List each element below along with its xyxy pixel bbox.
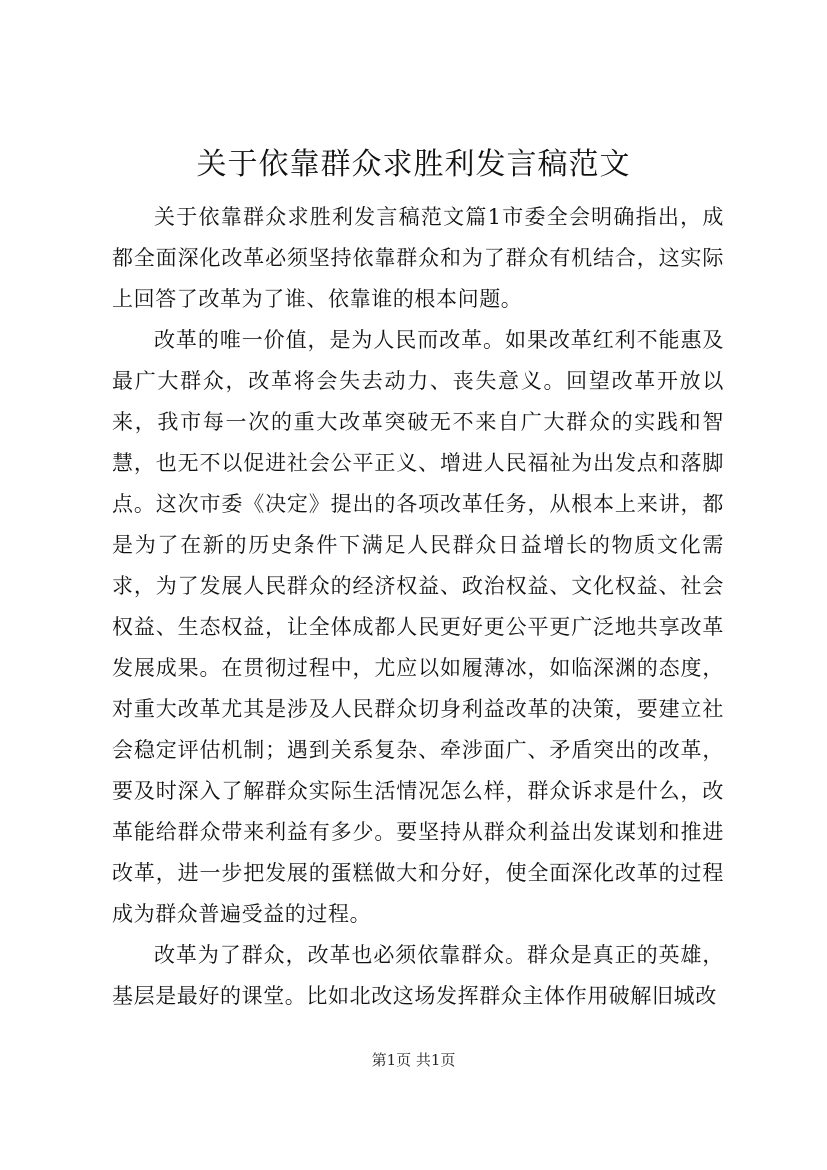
document-body <box>112 197 724 1017</box>
paragraph-2: 改革的唯一价值，是为人民而改革。如果改革红利不能惠及最广大群众，改革将会失去动力、丧失意义。回望改革开放以来，我市每一次的重大改革突破无不来自广大群众的实践和智慧，也无不以促进社会公平正义、增进人民福祉为出发点和落脚点。这次市委《决定》提出的各项改革任务，从根本上来讲，都是为了在新的历史条件下满足人民群众日益增长的物质文化需求，为了发展人民群众的经济权益、政治权益、文化权益、社会权益、生态权益，让全体成都人民更好更公平更广泛地共享改革发展成果。在贯彻过程中，尤应以如履薄冰，如临深渊的态度，对重大改革尤其是涉及人民群众切身利益改革的决策，要建立社会稳定评估机制；遇到关系复杂、牵涉面广、矛盾突出的改革，要及时深入了解群众实际生活情况怎么样，群众诉求是什么，改革能给群众带来利益有多少。要坚持从群众利益出发谋划和推进改革，进一步把发展的蛋糕做大和分好，使全面深化改革的过程成为群众普遍受益的过程。 <box>112 328 724 926</box>
paragraph-3: 改革为了群众，改革也必须依靠群众。群众是真正的英雄，基层是最好的课堂。比如北改这场发挥群众主体作用破解旧城改 <box>112 943 724 1008</box>
page-footer: 第1页 共1页 <box>371 1051 456 1069</box>
paragraph-1: 关于依靠群众求胜利发言稿范文篇1市委全会明确指出，成都全面深化改革必须坚持依靠群众和为了群众有机结合，这实际上回答了改革为了谁、依靠谁的根本问题。 <box>112 205 724 311</box>
document-title: 关于依靠群众求胜利发言稿范文 <box>196 147 631 182</box>
